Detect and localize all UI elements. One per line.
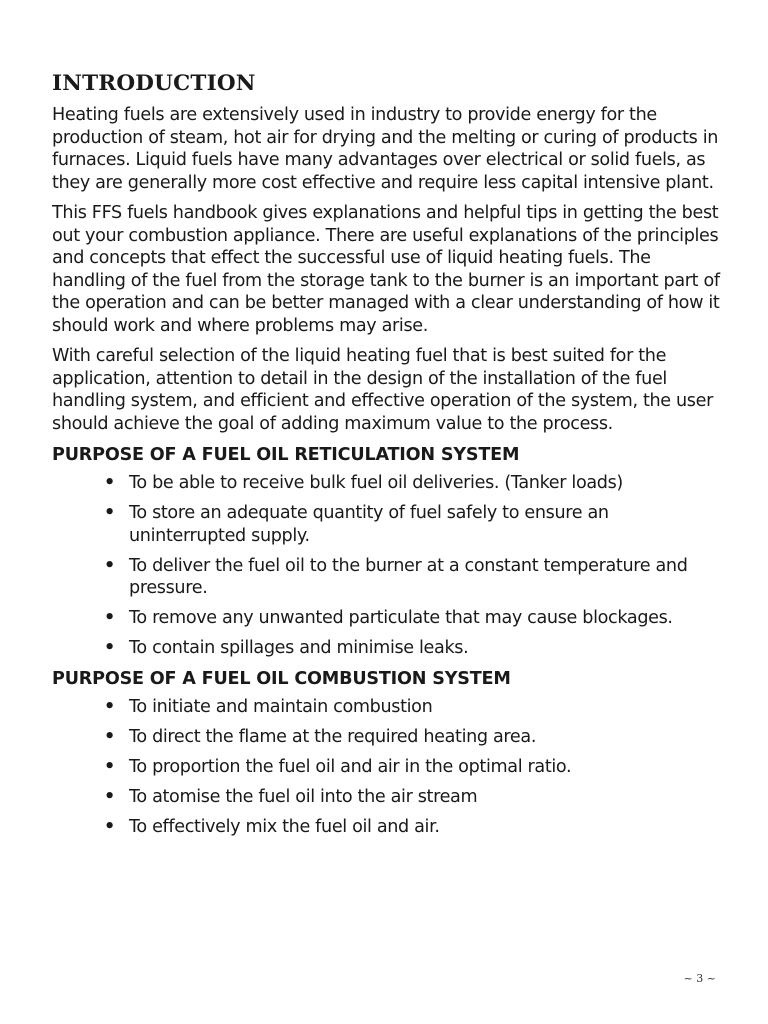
page-number: ~ 3 ~	[683, 972, 716, 985]
bullet-icon: •	[104, 787, 115, 807]
introduction-heading: INTRODUCTION	[52, 71, 256, 96]
combustion-section-heading: PURPOSE OF A FUEL OIL COMBUSTION SYSTEM	[52, 669, 511, 689]
introduction-paragraph-1: Heating fuels are extensively used in industry to provide energy for the production of steam, hot air for drying and the melting or curing of products in furnaces. Liquid fuels have many advantages over electrical or solid fuels, as they are generally more cost effective and require less capital intensive plant.	[52, 105, 719, 193]
introduction-paragraph-2: This FFS fuels handbook gives explanations and helpful tips in getting the best out your combustion appliance. There are useful explanations of the principles and concepts that effect the successful use of liquid heating fuels. The handling of the fuel from the storage tank to the burner is an important part of the operation and can be better managed with a clear understanding of how it should work and where problems may arise.	[52, 203, 720, 336]
list-item	[52, 607, 724, 630]
list-item-text: To remove any unwanted particulate that may cause blockages.	[129, 608, 673, 628]
document-page	[52, 70, 724, 846]
bullet-icon: •	[104, 697, 115, 717]
list-item	[52, 555, 724, 600]
list-item	[52, 637, 724, 660]
introduction-paragraph-3: With careful selection of the liquid heating fuel that is best suited for the application, attention to detail in the design of the installation of the fuel handling system, and efficient and effective operation of the system, the user should achieve the goal of adding maximum value to the process.	[52, 346, 713, 434]
bullet-icon: •	[104, 638, 115, 658]
bullet-icon: •	[104, 817, 115, 837]
bullet-icon: •	[104, 608, 115, 628]
list-item-text: To atomise the fuel oil into the air stream	[129, 787, 478, 807]
bullet-icon: •	[104, 555, 115, 576]
list-item-text: To proportion the fuel oil and air in the optimal ratio.	[129, 757, 572, 777]
list-item-text: To direct the flame at the required heating area.	[129, 727, 537, 747]
list-item	[52, 756, 724, 779]
list-item	[52, 696, 724, 719]
list-item-text: To initiate and maintain combustion	[129, 697, 433, 717]
list-item	[52, 502, 724, 547]
combustion-bullet-list	[52, 696, 724, 839]
bullet-icon: •	[104, 473, 115, 493]
list-item	[52, 786, 724, 809]
bullet-icon: •	[104, 727, 115, 747]
list-item-text: To be able to receive bulk fuel oil deliveries. (Tanker loads)	[129, 473, 623, 493]
list-item-text: To effectively mix the fuel oil and air.	[129, 817, 440, 837]
bullet-icon: •	[104, 503, 115, 523]
list-item-text: To store an adequate quantity of fuel safely to ensure an uninterrupted supply.	[129, 503, 609, 546]
reticulation-section-heading: PURPOSE OF A FUEL OIL RETICULATION SYSTEM	[52, 445, 520, 465]
list-item-text: To deliver the fuel oil to the burner at a constant temperature and pressure.	[129, 555, 688, 598]
list-item	[52, 816, 724, 839]
list-item-text: To contain spillages and minimise leaks.	[129, 638, 469, 658]
bullet-icon: •	[104, 757, 115, 777]
list-item	[52, 472, 724, 495]
reticulation-bullet-list	[52, 472, 724, 660]
list-item	[52, 726, 724, 749]
